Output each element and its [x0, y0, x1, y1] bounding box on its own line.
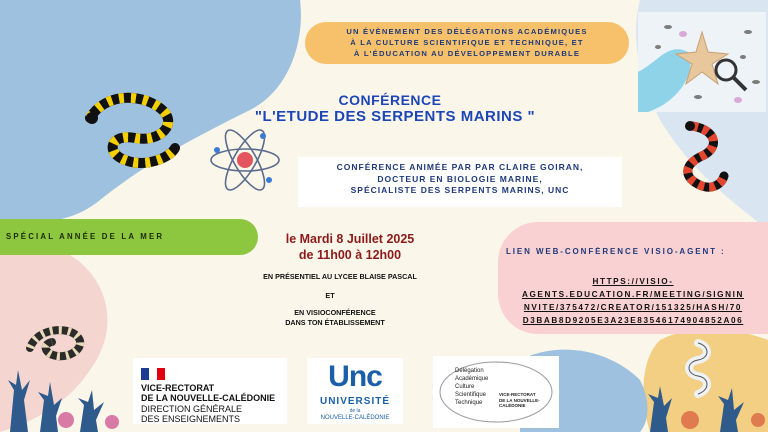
delegation-sub: VICE-RECTORAT — [499, 392, 536, 397]
and-connector: ET — [325, 291, 335, 300]
delegation-line: Académique — [455, 376, 489, 382]
banner-line: À L'ÉDUCATION AU DÉVELOPPEMENT DURABLE — [353, 49, 581, 58]
speaker-line: DOCTEUR EN BIOLOGIE MARINE, — [377, 173, 543, 184]
speaker-line: CONFÉRENCE ANIMÉE PAR PAR CLAIRE GOIRAN, — [336, 162, 584, 172]
conference-title: "L'ETUDE DES SERPENTS MARINS " — [254, 108, 536, 125]
french-flag-icon — [141, 368, 165, 380]
unc-region: NOUVELLE-CALÉDONIE — [320, 415, 390, 421]
logo-line: DIRECTION GÉNÉRALE — [141, 404, 243, 414]
logo-line: DES ENSEIGNEMENTS — [141, 414, 241, 424]
coral-decoration-right — [640, 380, 768, 432]
web-conference-link[interactable]: NVITE/375472/CREATOR/151325/HASH/70 — [523, 303, 743, 312]
videoconference-line: EN VISIOCONFÉRENCE — [294, 308, 376, 317]
logo-line: VICE-RECTORAT — [141, 383, 215, 393]
special-year-label: SPÉCIAL ANNÉE DE LA MER — [0, 219, 258, 255]
event-date: le Mardi 8 Juillet 2025 — [285, 232, 415, 246]
delegation-sub: DE LA NOUVELLE-CALÉDONIE — [499, 398, 540, 408]
coral-snake-illustration — [672, 118, 732, 198]
unc-de-la: de la — [349, 408, 361, 414]
speaker-line: SPÉCIALISTE DES SERPENTS MARINS, UNC — [350, 185, 570, 195]
delegation-line: Délégation — [455, 368, 484, 374]
videoconference-line: DANS TON ÉTABLISSEMENT — [285, 318, 385, 327]
delegation-line: Culture — [455, 384, 475, 390]
speaker-info — [298, 157, 622, 207]
web-conference-link[interactable]: HTTPS://VISIO- — [592, 277, 674, 286]
shells-photo — [638, 12, 766, 112]
conference-heading: CONFÉRENCE — [338, 92, 442, 108]
event-time: de 11h00 à 12h00 — [298, 248, 402, 262]
delegation-line: Scientifique — [455, 392, 487, 398]
banner-line: UN ÉVÈNEMENT DES DÉLÉGATIONS ACADÉMIQUES — [346, 27, 588, 36]
web-conference-label: LIEN WEB-CONFÉRENCE VISIO-AGENT : — [506, 247, 726, 256]
sea-snake-illustration — [80, 88, 190, 174]
in-person-location: EN PRÉSENTIEL AU LYCEE BLAISE PASCAL — [263, 272, 417, 281]
delegation-logo — [433, 356, 559, 428]
logo-line: DE LA NOUVELLE-CALÉDONIE — [141, 393, 276, 403]
banner-line: À LA CULTURE SCIENTIFIQUE ET TECHNIQUE, ET — [350, 38, 584, 47]
web-conference-link[interactable]: D3BAB8D9205E3A23E83546174904852A06 — [522, 316, 744, 325]
unc-logo — [307, 358, 403, 424]
delegation-line: Technique — [455, 400, 483, 406]
coral-decoration-left — [0, 350, 130, 432]
web-conference-link[interactable]: AGENTS.EDUCATION.FR/MEETING/SIGNIN — [521, 290, 745, 299]
vice-rectorat-logo — [133, 358, 287, 424]
unc-university: UNIVERSITÉ — [319, 396, 390, 407]
atom-icon — [205, 128, 285, 192]
unc-mark: Unc — [328, 360, 382, 393]
event-banner — [305, 22, 629, 64]
